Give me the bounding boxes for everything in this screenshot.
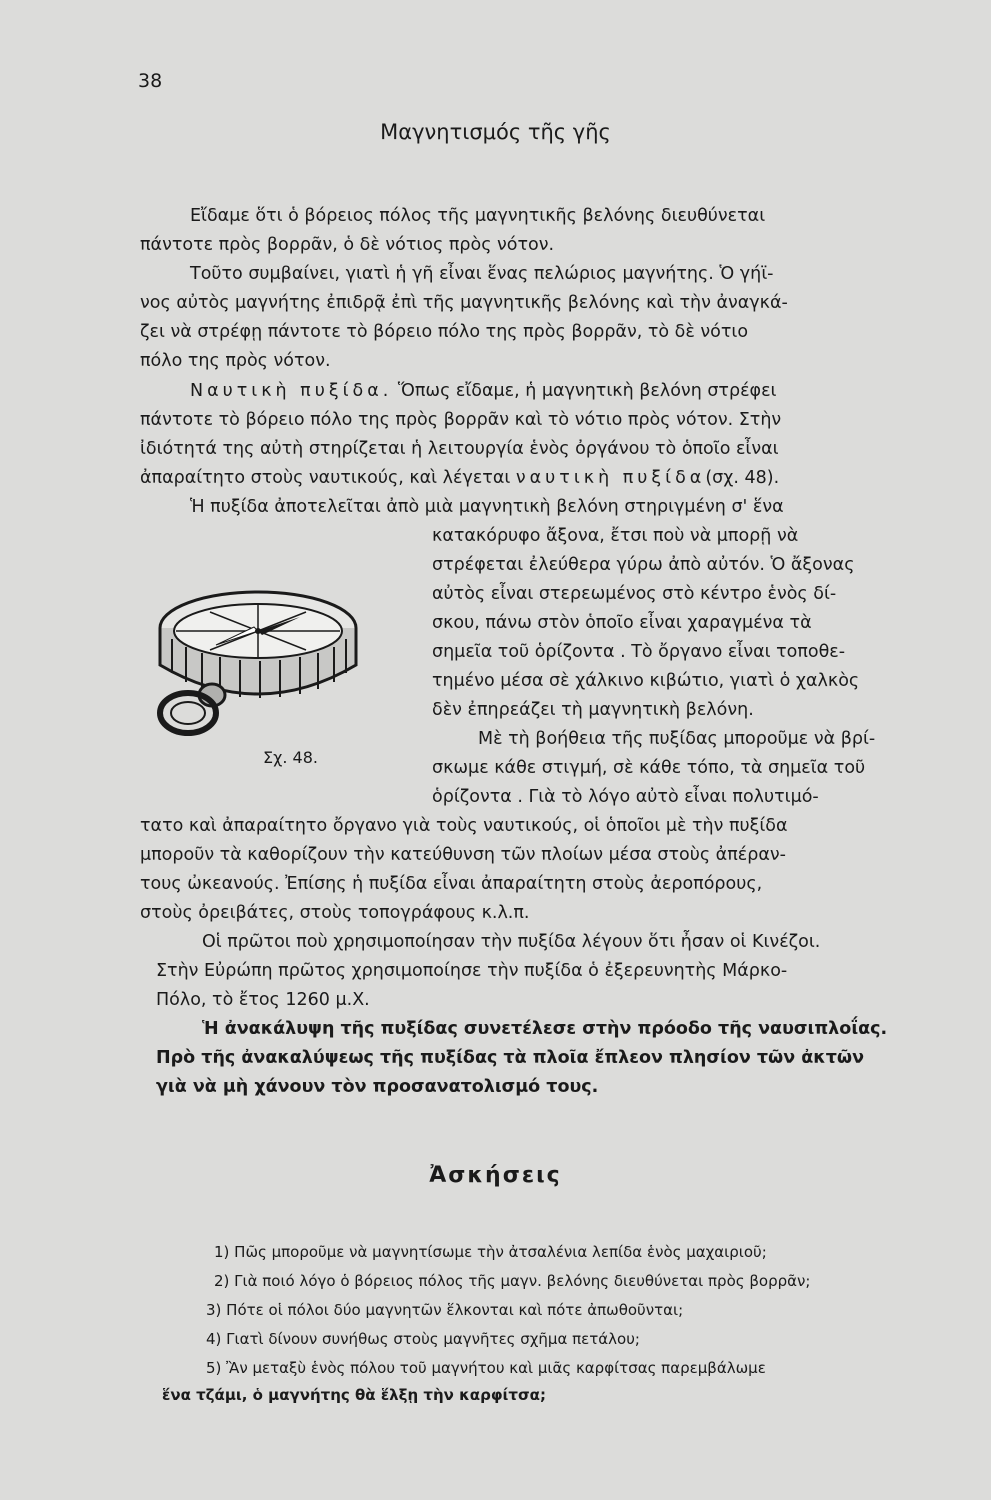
text-line: κατακόρυφο ἄξονα, ἔτσι ποὺ νὰ μπορῇ νὰ <box>432 526 799 546</box>
text-line: πάντοτε πρὸς βορρᾶν, ὁ δὲ νότιος πρὸς νότον. <box>140 235 555 255</box>
text-line: ἰδιότητά της αὐτὴ στηρίζεται ἡ λειτουργία ἑνὸς ὀργάνου τὸ ὁποῖο εἶναι <box>140 439 779 459</box>
text-line: πόλο της πρὸς νότον. <box>140 351 331 371</box>
page-number: 38 <box>138 70 163 92</box>
term-nautical-compass: ναυτικὴ πυξίδα <box>515 468 706 488</box>
text-line: Ἡ πυξίδα ἀποτελεῖται ἀπὸ μιὰ μαγνητικὴ βελόνη στηριγμένη σ' ἕνα <box>190 497 784 517</box>
text-line: τους ὠκεανούς. Ἐπίσης ἡ πυξίδα εἶναι ἀπαραίτητη στοὺς ἀεροπόρους, <box>140 874 763 894</box>
page-title: Μαγνητισμός τῆς γῆς <box>380 120 611 144</box>
exercise-item-continuation: ἕνα τζάμι, ὁ μαγνήτης θὰ ἕλξῃ τὴν καρφίτσα; <box>162 1386 546 1404</box>
text-line: Ἡ ἀνακάλυψη τῆς πυξίδας συνετέλεσε στὴν πρόοδο τῆς ναυσιπλοΐας. <box>202 1019 888 1039</box>
text-line: νος αὐτὸς μαγνήτης ἐπιδρᾷ ἐπὶ τῆς μαγνητικῆς βελόνης καὶ τὴν ἀναγκά- <box>140 293 788 313</box>
text-line: τημένο μέσα σὲ χάλκινο κιβώτιο, γιατὶ ὁ χαλκὸς <box>432 671 860 691</box>
text-line: στρέφεται ἐλεύθερα γύρω ἀπὸ αὐτόν. Ὁ ἄξονας <box>432 555 855 575</box>
text-line: Στὴν Εὐρώπη πρῶτος χρησιμοποίησε τὴν πυξίδα ὁ ἐξερευνητὴς Μάρκο- <box>156 961 788 981</box>
exercise-item: 3) Πότε οἱ πόλοι δύο μαγνητῶν ἕλκονται καὶ πότε ἀπωθοῦνται; <box>206 1301 684 1319</box>
text-line: ζει νὰ στρέφῃ πάντοτε τὸ βόρειο πόλο της πρὸς βορρᾶν, τὸ δὲ νότιο <box>140 322 749 342</box>
text-fragment: (σχ. 48). <box>705 468 780 488</box>
exercise-item: 4) Γιατὶ δίνουν συνήθως στοὺς μαγνῆτες σχῆμα πετάλου; <box>206 1330 640 1348</box>
text-line: τατο καὶ ἀπαραίτητο ὄργανο γιὰ τοὺς ναυτικούς, οἱ ὁποῖοι μὲ τὴν πυξίδα <box>140 816 788 836</box>
text-line: Μὲ τὴ βοήθεια τῆς πυξίδας μποροῦμε νὰ βρί- <box>478 729 876 749</box>
text-line: Εἴδαμε ὅτι ὁ βόρειος πόλος τῆς μαγνητικῆς βελόνης διευθύνεται <box>190 206 766 226</box>
section-heading-nautical-compass: Ναυτικὴ πυξίδα. <box>190 381 393 401</box>
text-line: δὲν ἐπηρεάζει τὴ μαγνητικὴ βελόνη. <box>432 700 754 720</box>
text-line: Οἱ πρῶτοι ποὺ χρησιμοποίησαν τὴν πυξίδα λέγουν ὅτι ἦσαν οἱ Κινέζοι. <box>202 932 821 952</box>
text-line: Πόλο, τὸ ἔτος 1260 μ.Χ. <box>156 990 370 1010</box>
text-line: πάντοτε τὸ βόρειο πόλο της πρὸς βορρᾶν καὶ τὸ νότιο πρὸς νότον. Στὴν <box>140 410 782 430</box>
figure-caption: Σχ. 48. <box>263 748 318 767</box>
text-line: μποροῦν τὰ καθορίζουν τὴν κατεύθυνση τῶν πλοίων μέσα στοὺς ἀπέραν- <box>140 845 786 865</box>
text-line: Πρὸ τῆς ἀνακαλύψεως τῆς πυξίδας τὰ πλοῖα ἔπλεον πλησίον τῶν ἀκτῶν <box>156 1048 865 1068</box>
exercise-item: 5) Ἂν μεταξὺ ἑνὸς πόλου τοῦ μαγνήτου καὶ μιᾶς καρφίτσας παρεμβάλωμε <box>206 1359 766 1377</box>
compass-illustration <box>150 555 380 755</box>
compass-icon <box>150 555 380 755</box>
text-line: γιὰ νὰ μὴ χάνουν τὸν προσανατολισμό τους. <box>156 1077 599 1097</box>
text-line: ὁρίζοντα . Γιὰ τὸ λόγο αὐτὸ εἶναι πολυτιμό- <box>432 787 819 807</box>
exercise-item: 2) Γιὰ ποιό λόγο ὁ βόρειος πόλος τῆς μαγν. βελόνης διευθύνεται πρὸς βορρᾶν; <box>214 1272 811 1290</box>
exercise-item: 1) Πῶς μποροῦμε νὰ μαγνητίσωμε τὴν ἀτσαλένια λεπίδα ἑνὸς μαχαιριοῦ; <box>214 1243 767 1261</box>
text-fragment: ἀπαραίτητο στοὺς ναυτικούς, καὶ λέγεται <box>140 468 511 488</box>
text-line: Τοῦτο συμβαίνει, γιατὶ ἡ γῆ εἶναι ἕνας πελώριος μαγνήτης. Ὁ γήϊ- <box>190 264 774 284</box>
text-fragment: Ὅπως εἴδαμε, ἡ μαγνητικὴ βελόνη στρέφει <box>397 381 777 401</box>
text-line: αὐτὸς εἶναι στερεωμένος στὸ κέντρο ἑνὸς δί- <box>432 584 837 604</box>
text-line <box>140 465 779 491</box>
text-line: σκωμε κάθε στιγμή, σὲ κάθε τόπο, τὰ σημεῖα τοῦ <box>432 758 866 778</box>
text-line <box>190 378 776 404</box>
text-line: στοὺς ὀρειβάτες, στοὺς τοπογράφους κ.λ.π. <box>140 903 530 923</box>
text-line: σκου, πάνω στὸν ὁποῖο εἶναι χαραγμένα τὰ <box>432 613 812 633</box>
exercises-title: Ἀσκήσεις <box>429 1163 562 1188</box>
text-line: σημεῖα τοῦ ὁρίζοντα . Τὸ ὄργανο εἶναι τοποθε- <box>432 642 846 662</box>
